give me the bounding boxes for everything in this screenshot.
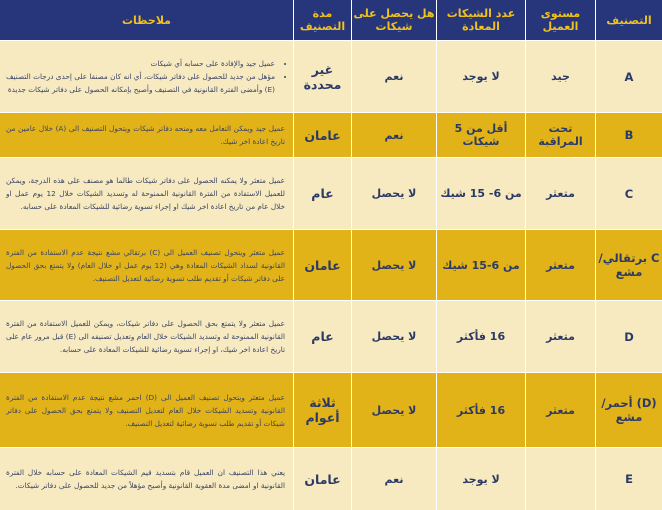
- row-checks-count: أقل من 5 شيكات: [436, 113, 525, 157]
- row-gets-checks: لا يحصل: [351, 373, 436, 447]
- row-gets-checks: نعم: [351, 448, 436, 510]
- row-gets-checks: لا يحصل: [351, 301, 436, 372]
- row-checks-count: 16 فأكثر: [436, 301, 525, 372]
- row-checks-count: من 6- 15 شيك: [436, 158, 525, 229]
- notes-bullet: • مؤهل من جديد للحصول على دفاتر شيكات، أي انه كان مصنفا على إحدى درجات التصنيف (E) وأمضى الفترة القانونية في التصنيف وأصبح بإمكانه الحصول على دفاتر شيكات جديدة: [6, 70, 275, 96]
- table-header: [0, 0, 662, 41]
- header-client-level: مستوى العميل: [525, 0, 595, 40]
- row-notes: عميل متعثر ويتحول تصنيف العميل الى (C) برتقالي مشع نتيجة عدم الاستفادة من الفترة القانونية لسداد الشيكات المعادة وهي (12 يوم عمل او خلال العام) ولا يتمتع بحق الحصول على دفاتر شيكات أو تقديم طلب تسوية رضائية لتعديل التصنيف.: [6, 247, 286, 283]
- row-duration: عام: [293, 158, 351, 229]
- row-checks-count: من 6-15 شيك: [436, 230, 525, 300]
- row-notes: يعني هذا التصنيف ان العميل قام بتسديد قيم الشيكات المعادة على حسابه خلال الفترة القانونية او امضى مدة العقوبة القانونية وأصبح مؤهلاً من جديد للحصول على دفاتر شيكات.: [6, 468, 285, 490]
- row-gets-checks: لا يحصل: [351, 158, 436, 229]
- row-gets-checks: لا يحصل: [351, 230, 436, 300]
- row-duration: عامان: [293, 448, 351, 510]
- row-classification: C برتقالي/ مشع: [595, 230, 662, 300]
- row-classification: C: [595, 158, 662, 229]
- row-duration: عامان: [293, 113, 351, 157]
- row-client-level: تحت المراقبة: [525, 113, 595, 157]
- row-client-level: متعثر: [525, 230, 595, 300]
- row-client-level: [525, 448, 595, 510]
- header-checks-count: عدد الشيكات المعادة: [436, 0, 525, 40]
- header-notes: ملاحظات: [122, 13, 171, 27]
- row-notes: عميل متعثر ولا يمكنه الحصول على دفاتر شيكات طالما هو مصنف على هذه الدرجة، ويمكن للعميل الاستفادة من الفترة القانونية الممنوحة له وتسديد الشيكات خلال 12 يوم عمل او خلال عام من تاريخ اعادة اخر شيك او إجراء تسوية رضائية للشيكات المعادة على حسابه.: [6, 176, 285, 211]
- row-duration: ثلاثة أعوام: [293, 373, 351, 447]
- row-client-level: متعثر: [525, 301, 595, 372]
- row-duration: عام: [293, 301, 351, 372]
- header-classification: التصنيف: [595, 0, 662, 40]
- row-client-level: متعثر: [525, 373, 595, 447]
- notes-bullet: • عميل جيد والإفادة على حسابه أي شيكات: [6, 57, 275, 70]
- row-client-level: متعثر: [525, 158, 595, 229]
- row-classification: A: [595, 41, 662, 112]
- row-gets-checks: نعم: [351, 113, 436, 157]
- table-row: [0, 230, 662, 301]
- header-duration: مدة التصنيف: [293, 0, 351, 40]
- table-row: [0, 373, 662, 448]
- row-duration: غير محددة: [293, 41, 351, 112]
- row-classification: E: [595, 448, 662, 510]
- table-row: [0, 448, 662, 510]
- table-row: [0, 158, 662, 230]
- row-classification: D: [595, 301, 662, 372]
- row-notes: عميل متعثر ويتحول تصنيف العميل الى (D) احمر مشع نتيجة عدم الاستفادة من الفترة القانونية وتسديد الشيكات خلال العام لتعديل التصنيف ولا يتمتع بحق الحصول على دفاتر شيكات أو تقديم طلب تسوية رضائية لتعديل التصنيف.: [6, 392, 286, 428]
- row-duration: عامان: [293, 230, 351, 300]
- table-row: [0, 113, 662, 158]
- row-checks-count: لا يوجد: [436, 41, 525, 112]
- row-notes: عميل متعثر ولا يتمتع بحق الحصول على دفاتر شيكات، ويمكن للعميل الاستفادة من الفترة القانونية الممنوحة له وتسديد الشيكات خلال العام وتعديل تصنيفه الى (E) قبل مرور عام على تاريخ اعادة اخر شيك، او إجراء تسوية رضائية للشيكات المعادة على حسابه.: [6, 319, 285, 354]
- row-classification: (D) أحمر/ مشع: [595, 373, 662, 447]
- row-classification: B: [595, 113, 662, 157]
- row-client-level: جيد: [525, 41, 595, 112]
- header-gets-checks: هل يحصل على شيكات: [351, 0, 436, 40]
- row-notes: عميل جيد ويمكن التعامل معه ومنحه دفاتر شيكات ويتحول التصنيف الى (A) خلال عامين من تاريخ اعادة اخر شيك.: [6, 124, 285, 146]
- table-row: [0, 301, 662, 373]
- row-checks-count: 16 فأكثر: [436, 373, 525, 447]
- row-gets-checks: نعم: [351, 41, 436, 112]
- row-checks-count: لا يوجد: [436, 448, 525, 510]
- table-row: [0, 41, 662, 113]
- row-notes: [0, 41, 293, 112]
